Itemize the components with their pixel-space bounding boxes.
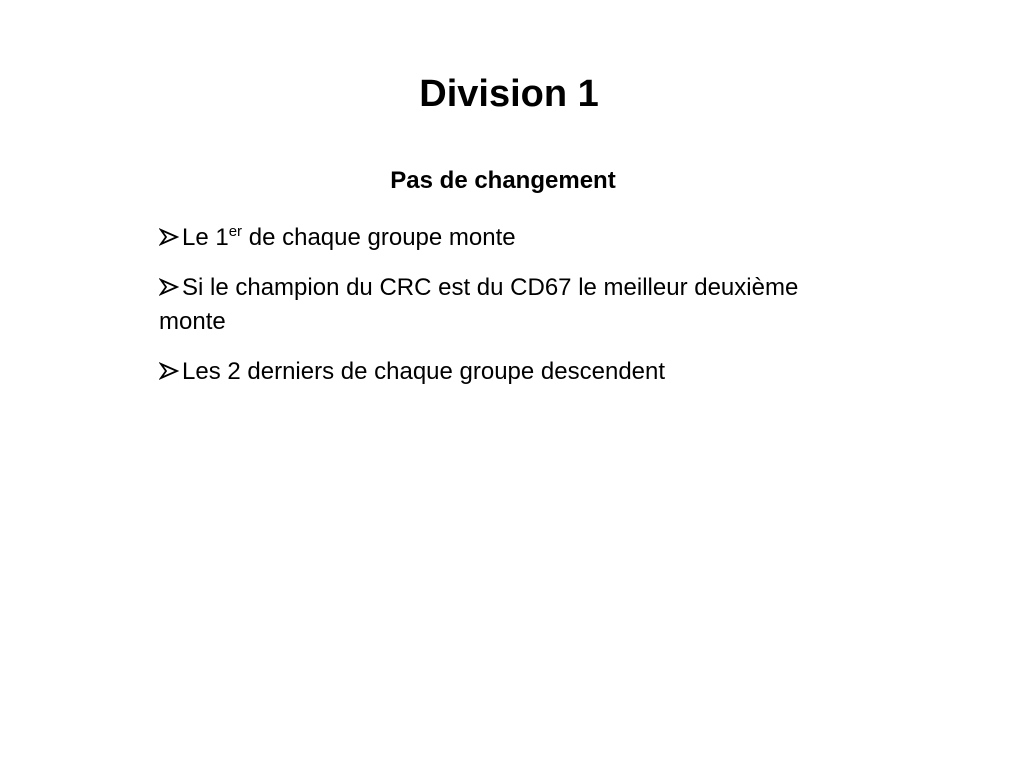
arrow-bullet-icon (159, 278, 182, 296)
slide-subtitle: Pas de changement (390, 167, 616, 194)
bullet-text: Les 2 derniers de chaque groupe descendent (182, 358, 666, 385)
arrow-bullet-icon (159, 362, 182, 380)
bullet-item-last-two-descend (159, 355, 819, 389)
bullet-text-prefix: Le 1 (182, 224, 229, 251)
bullet-text-suffix: de chaque groupe monte (242, 224, 516, 251)
bullet-text: Si le champion du CRC est du CD67 le meilleur deuxième monte (159, 274, 799, 335)
bullet-list (159, 221, 819, 405)
slide-title: Division 1 (419, 73, 599, 115)
bullet-item-champion-rule (159, 271, 819, 339)
bullet-item-first-rises (159, 221, 819, 255)
arrow-bullet-icon (159, 228, 182, 246)
bullet-text-superscript: er (228, 223, 243, 240)
